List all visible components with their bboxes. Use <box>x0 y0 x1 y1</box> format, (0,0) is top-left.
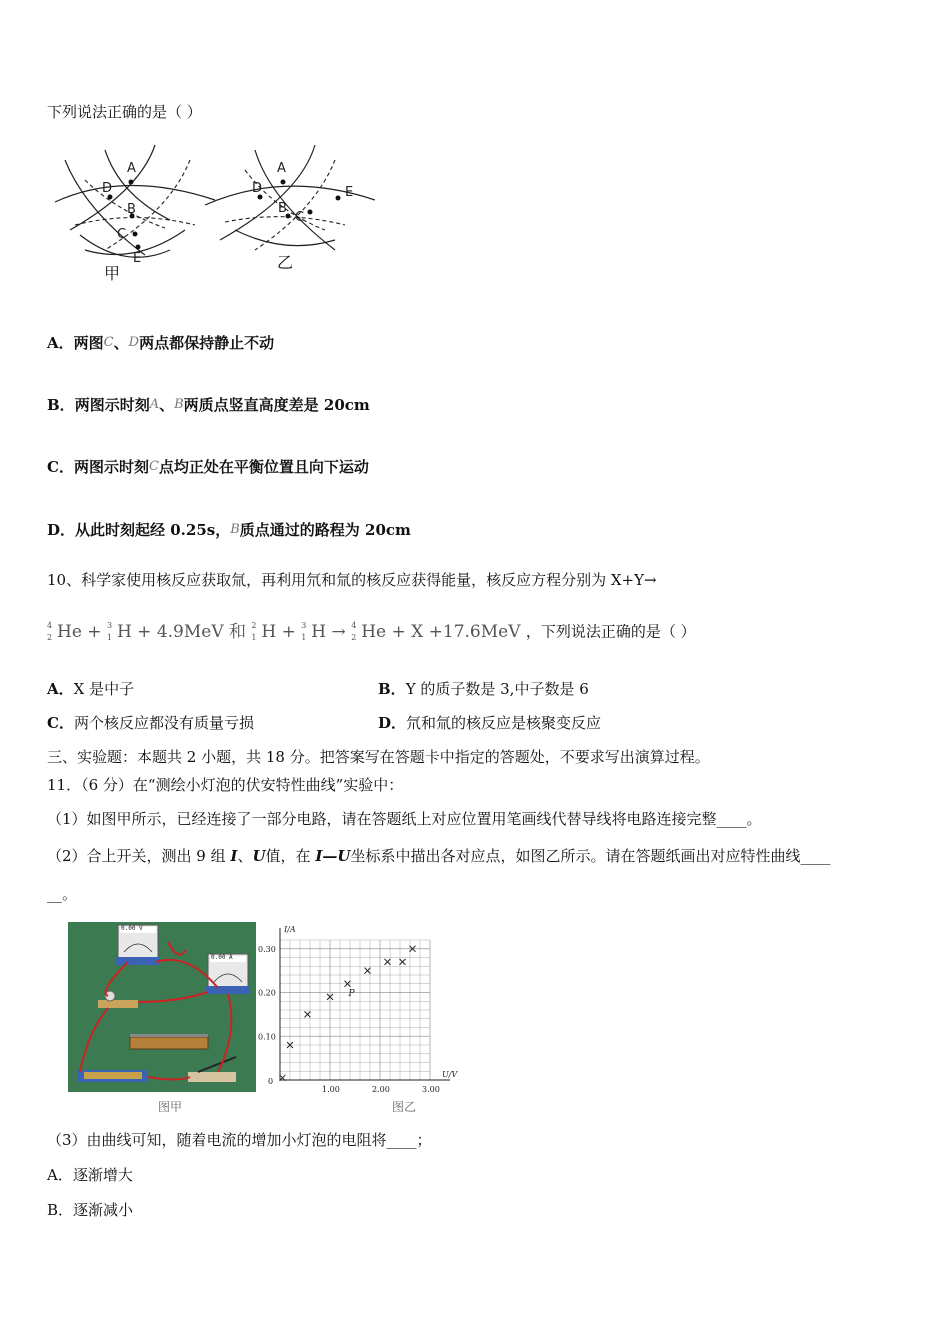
ammeter-reading: 0.00 A <box>211 954 233 961</box>
option-letter: C． <box>47 458 74 476</box>
q11-part-2-cont: __。 <box>47 885 78 903</box>
voltmeter-reading: 0.00 V <box>121 925 143 932</box>
question-10-stem-tail: ，下列说法正确的是（ ） <box>525 622 696 641</box>
question-11-stem: 11．（6 分）在“测绘小灯泡的伏安特性曲线”实验中： <box>47 776 404 794</box>
figure-jia-caption: 图甲 <box>158 1100 183 1114</box>
q10-option-b <box>378 679 589 699</box>
option-text: Y 的质子数是 3,中子数是 6 <box>405 680 589 698</box>
q9-option-d <box>47 520 411 540</box>
q11-option-b: B．逐渐减小 <box>47 1201 134 1219</box>
q9-option-b <box>47 395 370 415</box>
question-9-stem: 下列说法正确的是（ ） <box>47 103 202 121</box>
symbol: B <box>230 522 240 537</box>
option-post: 质点通过的路程为 20cm <box>239 521 411 539</box>
option-letter: D． <box>378 714 407 732</box>
symbol: A <box>149 397 160 412</box>
svg-text:A: A <box>127 161 136 176</box>
symbol: C <box>103 335 114 350</box>
figure-yi-label: 乙 <box>277 253 294 272</box>
option-letter: A． <box>47 334 74 352</box>
q10-option-a <box>47 679 134 699</box>
text: （2）合上开关，测出 9 组 <box>47 847 231 865</box>
option-text: X 是中子 <box>73 680 135 698</box>
y-tick-label: 0.30 <box>258 944 276 954</box>
symbol-iu: I—U <box>315 847 351 865</box>
origin-label: 0 <box>268 1077 274 1086</box>
q9-option-c <box>47 457 369 477</box>
text: 值，在 <box>265 847 316 865</box>
data-point <box>365 968 371 974</box>
y-tick-label: 0.10 <box>258 1032 276 1042</box>
symbol-i: I <box>230 847 238 865</box>
data-point <box>305 1011 311 1017</box>
eq-part: H → <box>311 621 346 642</box>
y-axis-label: I/A <box>284 925 296 934</box>
symbol: B <box>174 397 184 412</box>
option-post: 两质点竖直高度差是 20cm <box>183 396 370 414</box>
circuit-photo <box>68 922 256 1092</box>
eq-part: H + <box>261 621 302 642</box>
option-pre: 两图示时刻 <box>73 458 149 476</box>
data-point <box>385 959 391 965</box>
iu-chart <box>258 920 463 1095</box>
q11-part-2 <box>47 846 830 866</box>
svg-text:C: C <box>117 227 127 242</box>
option-text: 两个核反应都没有质量亏损 <box>73 714 254 732</box>
q11-option-a: A．逐渐增大 <box>47 1166 133 1184</box>
option-pre: 从此时刻起经 0.25s， <box>75 521 231 539</box>
section-3-heading: 三、实验题：本题共 2 小题，共 18 分。把答案写在答题卡中指定的答题处，不要求写出演算过程。 <box>47 748 710 766</box>
svg-text:E: E <box>133 251 142 266</box>
wave-figure <box>45 140 375 290</box>
option-letter: D． <box>47 521 76 539</box>
option-letter: A． <box>47 680 74 698</box>
point-p-label: P <box>348 988 355 999</box>
nuclear-equation: 4 2 He + 3 1 H + 4.9MeV 和 2 1 H + 3 1 H → 4 2 He + X +17.6MeV ，下列说法正确的是（ ） <box>47 621 696 642</box>
y-tick-label: 0.20 <box>258 988 276 998</box>
sep: 、 <box>237 847 253 865</box>
x-tick-label: 1.00 <box>322 1085 340 1094</box>
symbol: C <box>148 459 159 474</box>
data-point <box>400 959 406 965</box>
eq-part: He + <box>57 621 107 642</box>
svg-text:B: B <box>127 202 136 217</box>
option-text: 氘和氚的核反应是核聚变反应 <box>406 714 602 732</box>
q11-part-1: （1）如图甲所示，已经连接了一部分电路，请在答题纸上对应位置用笔画线代替导线将电路连接完整____。 <box>47 810 762 828</box>
option-letter: C． <box>47 714 74 732</box>
text: 坐标系中描出各对应点，如图乙所示。请在答题纸画出对应特性曲线____ <box>350 847 831 865</box>
x-tick-label: 3.00 <box>422 1085 440 1094</box>
figure-jia-label: 甲 <box>104 264 121 283</box>
eq-part: He + X +17.6MeV <box>361 621 521 642</box>
q11-part-3: （3）由曲线可知，随着电流的增加小灯泡的电阻将____； <box>47 1131 432 1149</box>
option-sep: 、 <box>113 334 129 352</box>
svg-text:A: A <box>277 161 286 176</box>
x-axis-label: U/V <box>442 1070 458 1079</box>
question-10-stem: 10、科学家使用核反应获取氚，再利用氘和氚的核反应获得能量，核反应方程分别为 X+Y→ <box>47 571 657 589</box>
option-letter: B． <box>47 396 75 414</box>
svg-text:B: B <box>278 201 287 216</box>
q10-option-c <box>47 713 254 733</box>
option-pre: 两图示时刻 <box>74 396 150 414</box>
option-letter: B． <box>378 680 406 698</box>
symbol: D <box>128 335 140 350</box>
svg-text:C: C <box>295 210 305 225</box>
svg-text:D: D <box>102 181 113 196</box>
option-pre: 两图 <box>73 334 104 352</box>
option-post: 两点都保持静止不动 <box>139 334 275 352</box>
figure-yi-caption: 图乙 <box>392 1100 417 1114</box>
svg-text:E: E <box>345 185 354 200</box>
option-sep: 、 <box>159 396 175 414</box>
q10-option-d <box>378 713 601 733</box>
svg-text:D: D <box>252 181 263 196</box>
eq-part: H + 4.9MeV 和 <box>116 621 252 642</box>
symbol-u: U <box>252 847 266 865</box>
option-post: 点均正处在平衡位置且向下运动 <box>158 458 369 476</box>
x-tick-label: 2.00 <box>372 1085 390 1094</box>
q9-option-a <box>47 333 274 353</box>
